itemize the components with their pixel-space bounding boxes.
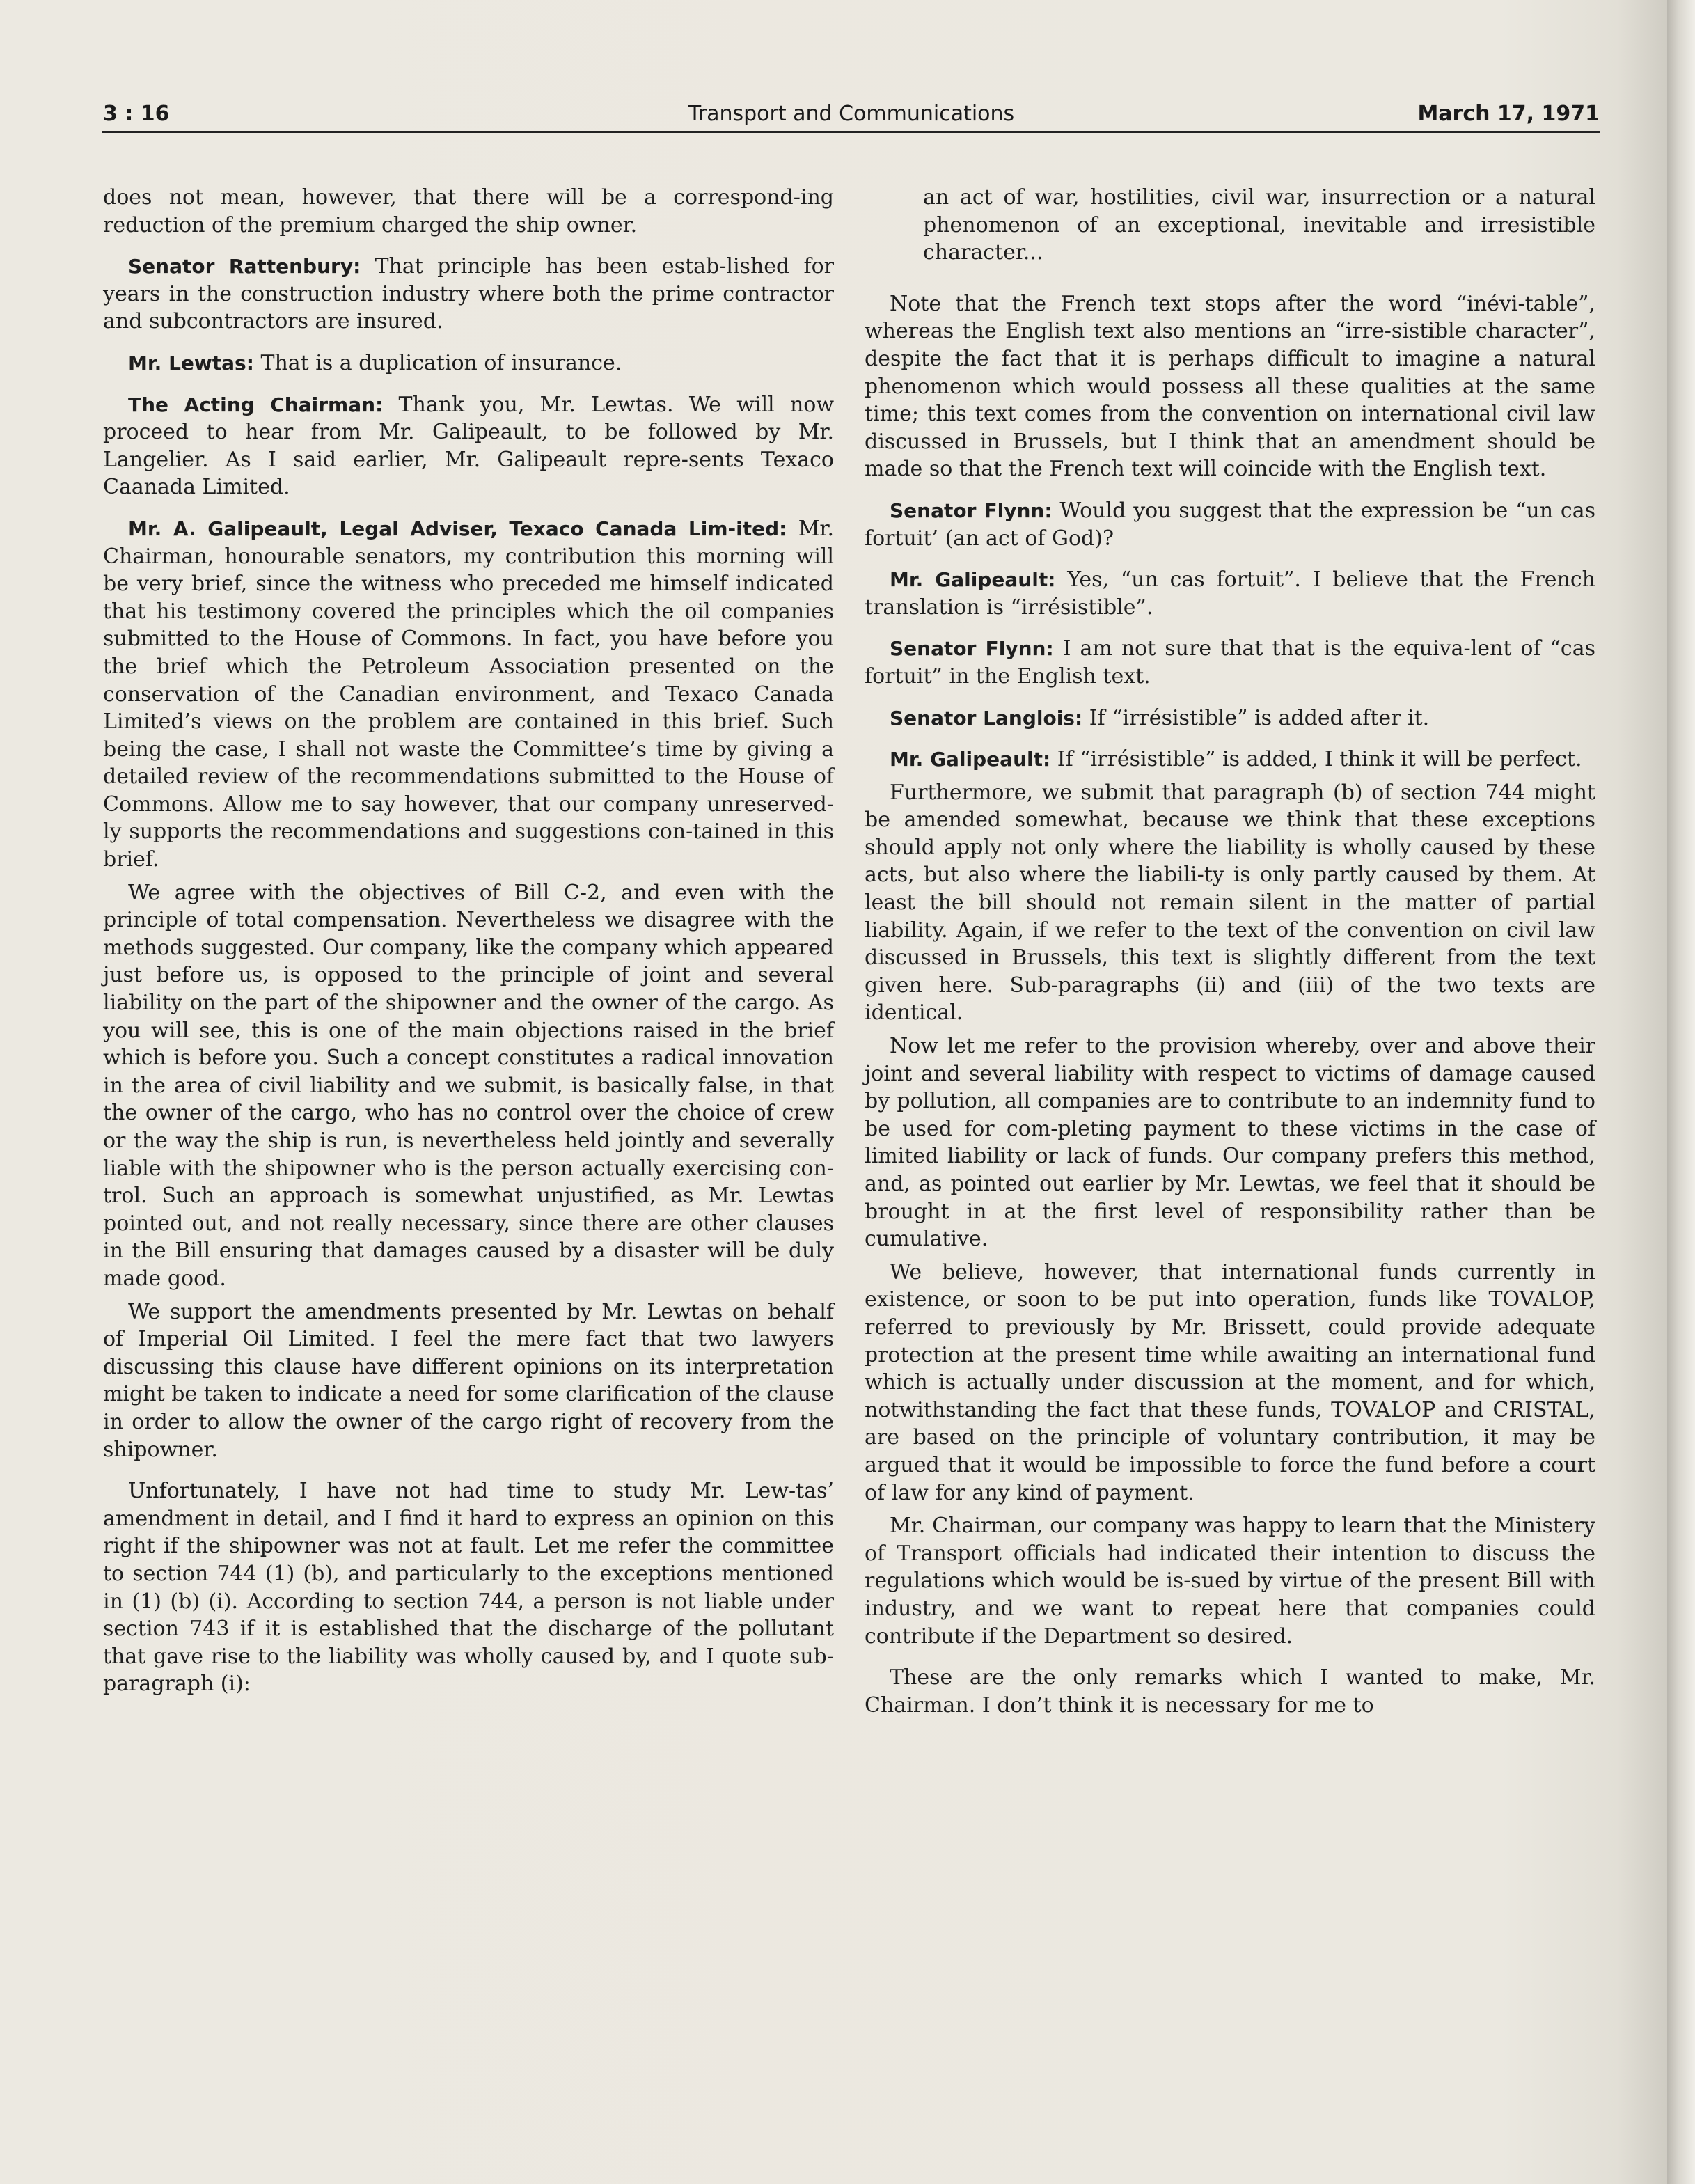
speaker-name: Mr. Lewtas: [128,351,254,375]
paragraph: does not mean, however, that there will be a correspond-ing reduction of the premium charged the ship owner. [103,185,834,237]
right-column [865,184,1595,1733]
speaker-name: Mr. A. Galipeault, Legal Adviser, Texaco Canada Lim-ited: [128,517,787,540]
speaker-name: The Acting Chairman: [128,393,384,416]
paragraph: Note that the French text stops after the word “inévi-table”, whereas the English text also mentions an “irre-sistible character”, despite the fact that it is perhaps difficult to imagine a natural phenomenon which would possess all these qualities at the same time; this text comes from the convention on international civil law discussed in Brussels, but I think that an amendment should be made so that the French text will coincide with the English text. [865,291,1595,482]
paragraph: Senator Langlois: If “irrésistible” is added after it. [890,705,1430,730]
paragraph: Mr. Chairman, our company was happy to learn that the Ministery of Transport officials had indicated their intention to discuss the regulations which would be is-sued by virtue of the present Bill with industry, and we want to repeat here that companies could contribute if the Department so desired. [865,1514,1595,1649]
left-column [103,184,834,1712]
paragraph: Senator Flynn: I am not sure that that is the equiva-lent of “cas fortuit” in the English text. [865,636,1596,689]
paragraph: We support the amendments presented by Mr. Lewtas on behalf of Imperial Oil Limited. I feel the mere fact that two lawyers discussing this clause have different opinions on its interpretation might be taken to indicate a need for some clarification of the clause in order to allow the owner of the cargo right of recovery from the shipowner. [103,1299,834,1462]
paragraph: We believe, however, that international funds currently in existence, or soon to be put into operation, funds like TOVALOP, referred to previously by Mr. Brissett, could provide adequate protection at the present time while awaiting an international fund which is actually under discussion at the moment, and for which, notwithstanding the fact that these funds, TOVALOP and CRISTAL, are based on the principle of voluntary contribution, it may be argued that it would be impossible to force the fund before a court of law for any kind of payment. [865,1259,1595,1505]
paragraph: These are the only remarks which I wanted to make, Mr. Chairman. I don’t think it is necessary for me to [865,1665,1595,1718]
speaker-name: Mr. Galipeault: [890,568,1056,592]
publication-title: Transport and Communications [688,102,1015,126]
page-edge [1667,0,1695,2184]
paragraph: Senator Rattenbury: That principle has been estab-lished for years in the construction industry where both the prime contractor and subcontractors are insured. [103,254,834,334]
speaker-name: Mr. Galipeault: [890,748,1051,771]
paragraph: Mr. A. Galipeault, Legal Adviser, Texaco Canada Lim-ited: Mr. Chairman, honourable senators, my contribution this morning will be very brief, since the witness who preceded me himself indicated that his testimony covered the principles which the oil companies submitted to the House of Commons. In fact, you have before you the brief which the Petroleum Association presented on the conservation of the Canadian environment, and Texaco Canada Limited’s views on the problem are contained in this brief. Such being the case, I shall not waste the Committee’s time by giving a detailed review of the recommendations submitted to the House of Commons. Allow me to say however, that our company unreserved-ly supports the recommendations and suggestions con-tained in this brief. [103,516,834,872]
paragraph: Mr. Galipeault: If “irrésistible” is added, I think it will be perfect. [890,747,1582,772]
paragraph: Furthermore, we submit that paragraph (b) of section 744 might be amended somewhat, because we think that these exceptions should apply not only where the liability is wholly caused by these acts, but also where the liabili-ty is only partly caused by them. At least the bill should not remain silent in the matter of partial liability. Again, if we refer to the text of the convention on civil law discussed in Brussels, this text is slightly different from the text given here. Sub-paragraphs (ii) and (iii) of the two texts are identical. [865,780,1595,1026]
paragraph: Mr. Galipeault: Yes, “un cas fortuit”. I believe that the French translation is “irrésistible”. [865,567,1595,620]
publication-date: March 17, 1971 [1417,102,1600,126]
running-header [103,102,1600,129]
paragraph: The Acting Chairman: Thank you, Mr. Lewtas. We will now proceed to hear from Mr. Galipeault, to be followed by Mr. Langelier. As I said earlier, Mr. Galipeault repre-sents Texaco Caanada Limited. [103,392,835,500]
page-number: 3 : 16 [103,102,170,126]
speaker-name: Senator Flynn: [890,637,1054,661]
paragraph: Unfortunately, I have not had time to study Mr. Lew-tas’ amendment in detail, and I find it hard to express an opinion on this right if the shipowner was not at fault. Let me refer the committee to section 744 (1) (b), and particularly to the exceptions mentioned in (1) (b) (i). According to section 744, a person is not liable under section 743 if it is established that the discharge of the pollutant that gave rise to the liability was wholly caused by, and I quote sub-paragraph (i): [103,1479,834,1697]
speaker-name: Senator Rattenbury: [128,255,361,278]
paragraph: We agree with the objectives of Bill C-2, and even with the principle of total compensation. Nevertheless we disagree with the methods suggested. Our company, like the company which appeared just before us, is opposed to the principle of joint and several liability on the part of the shipowner and the owner of the cargo. As you will see, this is one of the main objections raised in the brief which is before you. Such a concept constitutes a radical innovation in the area of civil liability and we submit, is basically false, in that the owner of the cargo, who has no control over the choice of crew or the way the ship is run, is nevertheless held jointly and severally liable with the shipowner who is the person actually exercising con-trol. Such an approach is somewhat unjustified, as Mr. Lewtas pointed out, and not really necessary, since there are other clauses in the Bill ensuring that damages caused by a disaster will be duly made good. [103,880,834,1291]
speaker-name: Senator Flynn: [890,498,1053,522]
quoted-text: an act of war, hostilities, civil war, insurrection or a natural phenomenon of an exceptional, inevitable and irresistible character... [923,185,1595,265]
paragraph: Senator Flynn: Would you suggest that the expression be “un cas fortuit’ (an act of God)? [865,498,1595,551]
header-rule [102,131,1600,133]
paragraph: Mr. Lewtas: That is a duplication of insurance. [128,350,622,375]
speaker-name: Senator Langlois: [890,706,1083,730]
paragraph: Now let me refer to the provision whereby, over and above their joint and several liability with respect to victims of damage caused by pollution, all companies are to contribute to an indemnity fund to be used for com-pleting payment to these victims in the case of limited liability or lack of funds. Our company prefers this method, and, as pointed out earlier by Mr. Lewtas, we feel that it should be brought in at the first level of responsibility rather than be cumulative. [865,1034,1595,1252]
